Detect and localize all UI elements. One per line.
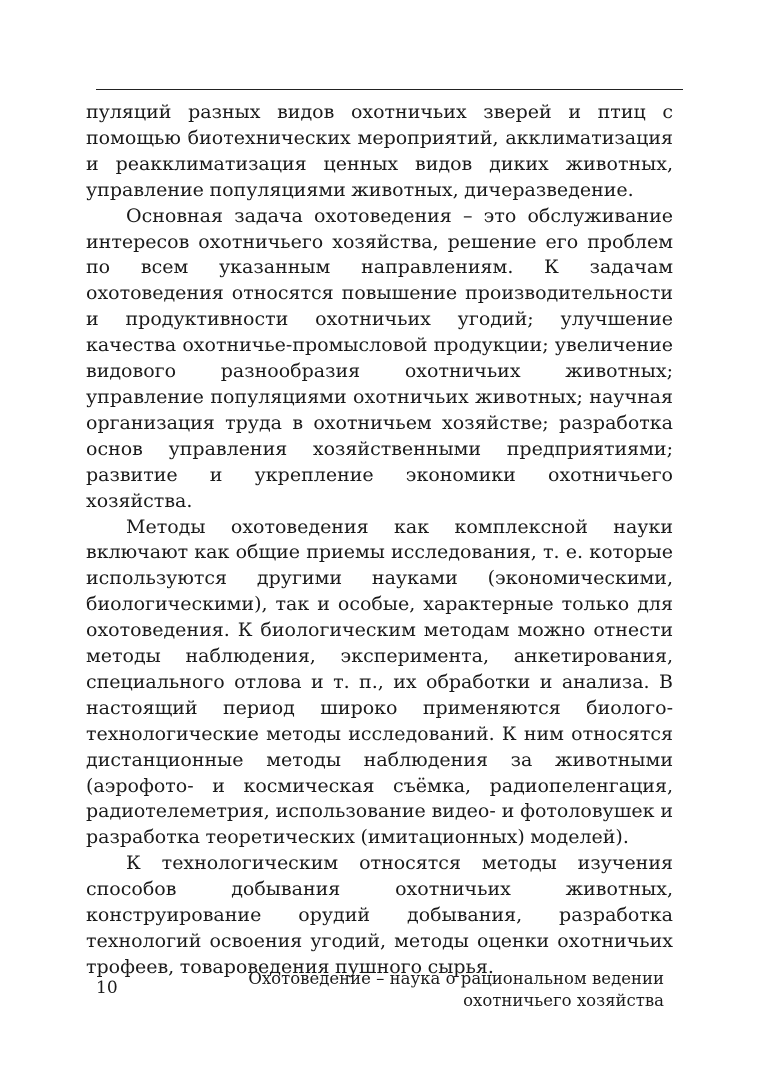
page-footer (86, 968, 664, 1018)
paragraph-main-task: Основная задача охотоведения – это обслуживание интересов охотничьего хозяйства, решение его проблем по всем указанным направлениям. К задачам охотоведения относятся повышение производительности и продуктивности охотничьих угодий; улучшение качества охотничье-промысловой продукции; увеличение видового разнообразия охотничьих животных; управление популяциями охотничьих животных; научная организация труда в охотничьем хозяйстве; разработка основ управления хозяйственными предприятиями; развитие и укрепление экономики охотничьего хозяйства. (86, 204, 673, 512)
header-rule (96, 89, 683, 90)
paragraph-methods: Методы охотоведения как комплексной науки включают как общие приемы исследования, т. е. которые используются другими науками (экономическими, биологическими), так и особые, характерные только для охотоведения. К биологическим методам можно отнести методы наблюдения, эксперимента, анкетирования, специального отлова и т. п., их обработки и анализа. В настоящий период широко применяются биолого-технологические методы исследований. К ним относятся дистанционные методы наблюдения за животными (аэрофото- и космическая съёмка, радиопеленгация, радиотелеметрия, использование видео- и фотоловушек и разработка теоретических (имитационных) моделей). (86, 515, 673, 849)
body-text (86, 100, 673, 981)
page-number: 10 (96, 978, 118, 998)
paragraph-technological-methods: К технологическим относятся методы изучения способов добывания охотничьих животных, конструирование орудий добывания, разработка технологий освоения угодий, методы оценки охотничьих трофеев, товароведения пушного сырья. (86, 852, 673, 978)
running-title (248, 968, 664, 1012)
running-title-line-1: Охотоведение – наука о рациональном ведении (248, 969, 664, 988)
paragraph-continuation: пуляций разных видов охотничьих зверей и птиц с помощью биотехнических мероприятий, акклиматизация и реакклиматизация ценных видов диких животных, управление популяциями животных, дичеразведение. (86, 101, 673, 201)
running-title-line-2: охотничьего хозяйства (463, 991, 664, 1010)
